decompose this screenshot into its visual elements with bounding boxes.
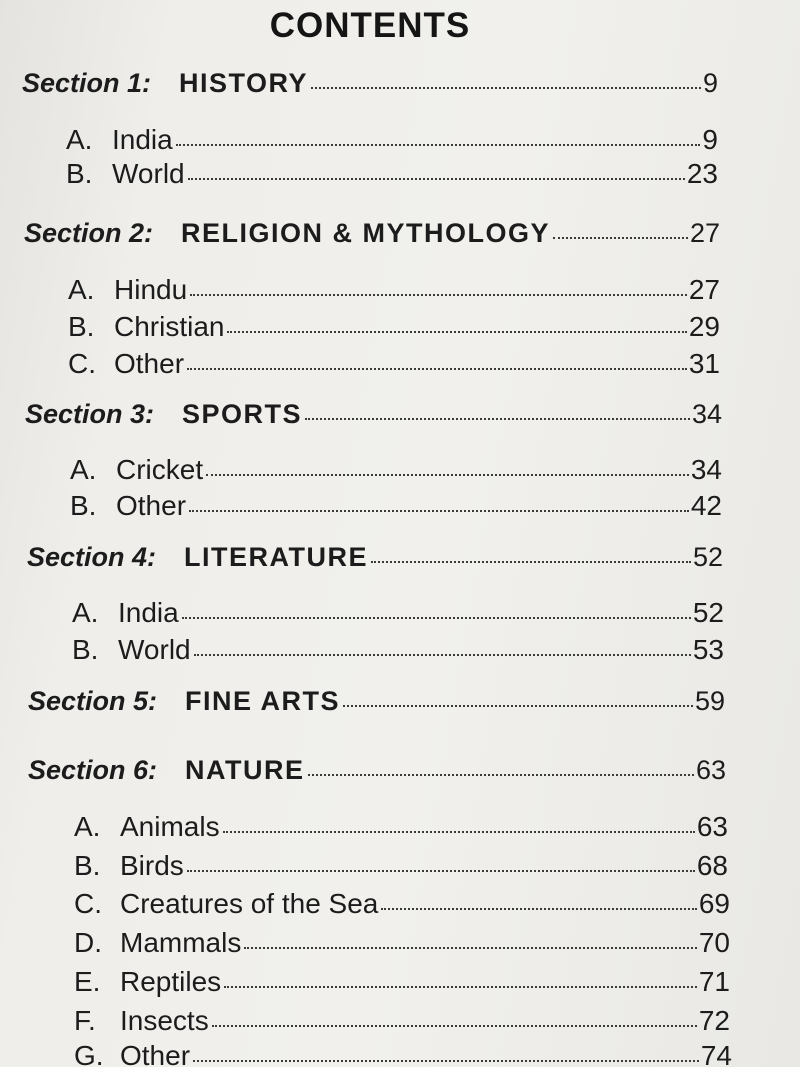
dot-leader	[244, 947, 697, 949]
entry-title: Christian	[114, 311, 225, 342]
toc-entry-row	[68, 274, 720, 306]
dot-leader	[305, 418, 690, 420]
section-label: Section 2:	[24, 218, 154, 248]
dot-leader	[371, 561, 691, 563]
entry-title: World	[118, 634, 191, 665]
section-label: Section 4:	[27, 542, 157, 572]
dot-leader	[381, 908, 696, 910]
dot-leader	[187, 368, 687, 370]
section-title: SPORTS	[182, 399, 303, 429]
toc-entry-row	[74, 888, 730, 920]
page-number: 72	[698, 1005, 730, 1036]
entry-title: Other	[116, 490, 187, 521]
entry-letter: A.	[66, 124, 93, 155]
dot-leader	[311, 87, 701, 89]
page-number: 34	[690, 454, 722, 485]
entry-letter: A.	[70, 454, 97, 485]
toc-entry-row	[68, 311, 720, 343]
page-number: 52	[692, 597, 724, 628]
toc-section-row	[25, 399, 722, 430]
entry-title: World	[112, 158, 185, 189]
dot-leader	[343, 705, 693, 707]
toc-entry-row	[72, 597, 724, 629]
section-label: Section 6:	[28, 755, 158, 785]
entry-title: Other	[114, 348, 185, 379]
toc-entry-row	[70, 454, 722, 486]
dot-leader	[189, 510, 689, 512]
page-number: 68	[696, 850, 728, 881]
page-number: 42	[690, 490, 722, 521]
toc-entry-row	[66, 158, 718, 190]
entry-letter: B.	[70, 490, 97, 521]
dot-leader	[223, 831, 695, 833]
dot-leader	[190, 294, 687, 296]
toc-entry-row	[74, 1040, 732, 1067]
toc-entry-row	[74, 811, 728, 843]
entry-letter: B.	[66, 158, 93, 189]
toc-section-row	[27, 542, 723, 573]
dot-leader	[227, 331, 686, 333]
toc-section-row	[22, 68, 718, 99]
dot-leader	[308, 774, 694, 776]
dot-leader	[187, 870, 695, 872]
entry-letter: B.	[68, 311, 95, 342]
toc-entry-row	[70, 490, 722, 522]
entry-title: Mammals	[120, 927, 242, 958]
section-title: LITERATURE	[184, 542, 369, 572]
entry-title: Insects	[120, 1005, 209, 1036]
toc-entry-row	[72, 634, 724, 666]
entry-title: Birds	[120, 850, 184, 881]
section-label: Section 5:	[28, 686, 158, 716]
toc-entry-row	[74, 927, 730, 959]
entry-letter: A.	[72, 597, 99, 628]
toc-section-row	[24, 218, 720, 249]
section-label: Section 3:	[25, 399, 155, 429]
dot-leader	[206, 474, 689, 476]
dot-leader	[188, 178, 685, 180]
entry-letter: D.	[74, 927, 102, 958]
entry-letter: C.	[74, 888, 102, 919]
page-number: 53	[692, 634, 724, 665]
toc-entry-row	[74, 1005, 730, 1037]
page-title: CONTENTS	[269, 6, 471, 45]
dot-leader	[212, 1025, 697, 1027]
section-title: FINE ARTS	[185, 686, 341, 716]
toc-entry-row	[74, 966, 730, 998]
page-number: 71	[698, 966, 730, 997]
entry-letter: A.	[74, 811, 101, 842]
page-number: 23	[686, 158, 718, 189]
entry-letter: G.	[74, 1040, 104, 1067]
entry-title: Cricket	[116, 454, 204, 485]
entry-title: Creatures of the Sea	[120, 888, 379, 919]
entry-title: Animals	[120, 811, 220, 842]
entry-letter: F.	[74, 1005, 96, 1036]
entry-title: Reptiles	[120, 966, 222, 997]
toc-entry-row	[68, 348, 720, 380]
entry-title: Other	[120, 1040, 191, 1067]
dot-leader	[176, 144, 701, 146]
page-number: 27	[688, 274, 720, 305]
page-number: 29	[688, 311, 720, 342]
entry-letter: E.	[74, 966, 101, 997]
dot-leader	[553, 237, 688, 239]
page-number: 27	[689, 218, 720, 248]
page-number: 63	[696, 811, 728, 842]
dot-leader	[224, 986, 697, 988]
page-number: 59	[694, 686, 725, 716]
page-number: 69	[698, 888, 730, 919]
section-label: Section 1:	[22, 68, 152, 98]
section-title: HISTORY	[179, 68, 309, 98]
toc-entry-row	[74, 850, 728, 882]
page-number: 34	[691, 399, 722, 429]
entry-title: India	[112, 124, 173, 155]
toc-section-row	[28, 755, 726, 786]
entry-letter: B.	[74, 850, 101, 881]
page-number: 9	[702, 124, 718, 155]
toc-section-row	[28, 686, 725, 717]
page-number: 70	[698, 927, 730, 958]
section-title: RELIGION & MYTHOLOGY	[181, 218, 551, 248]
dot-leader	[182, 617, 691, 619]
entry-letter: A.	[68, 274, 95, 305]
entry-letter: B.	[72, 634, 99, 665]
page-number: 63	[695, 755, 726, 785]
entry-title: Hindu	[114, 274, 188, 305]
dot-leader	[194, 654, 691, 656]
section-title: NATURE	[185, 755, 305, 785]
page-number: 9	[702, 68, 718, 98]
page-number: 52	[692, 542, 723, 572]
entry-title: India	[118, 597, 179, 628]
page-number: 31	[688, 348, 720, 379]
page-number: 74	[700, 1040, 732, 1067]
toc-entry-row	[66, 124, 718, 156]
dot-leader	[193, 1060, 699, 1062]
entry-letter: C.	[68, 348, 96, 379]
